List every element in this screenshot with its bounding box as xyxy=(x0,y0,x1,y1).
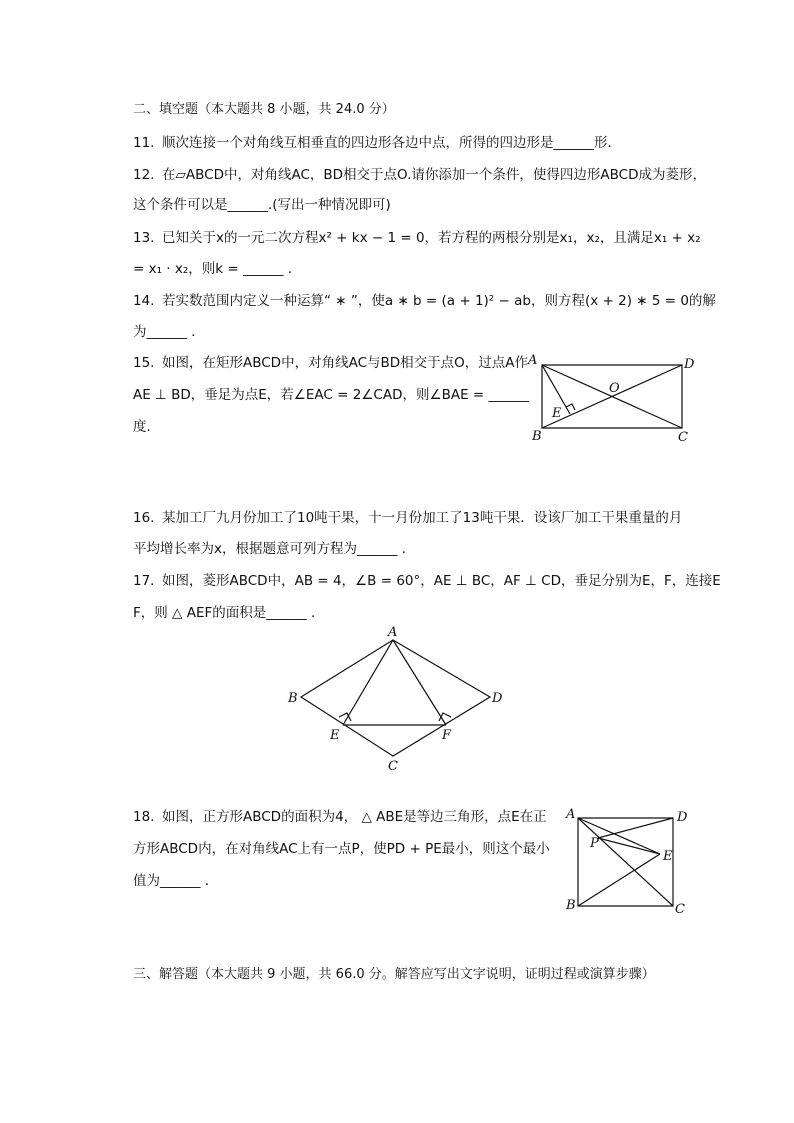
q13-line2: = x₁ · x₂，则k = ______ ． xyxy=(133,261,302,277)
q18-line3: 值为______ ． xyxy=(133,873,219,889)
q16-number: 16. xyxy=(133,510,155,526)
rect-label-o: O xyxy=(609,381,620,396)
rect-label-c: C xyxy=(678,430,688,445)
rhombus-label-b: B xyxy=(288,691,298,706)
square-label-e: E xyxy=(663,849,673,864)
q14-line2: 为______ ． xyxy=(133,324,205,340)
q14-number: 14. xyxy=(133,293,155,309)
rhombus-label-c: C xyxy=(388,759,398,774)
q12-number: 12. xyxy=(133,167,155,183)
q13-line1: 已知关于x的一元二次方程x² + kx − 1 = 0，若方程的两根分别是x₁，x₂，且满足x₁ + x₂ xyxy=(162,230,701,246)
square-label-d: D xyxy=(677,810,688,825)
section-3-title: 三、解答题（本大题共 9 小题，共 66.0 分。解答应写出文字说明，证明过程或演算步骤） xyxy=(133,967,655,982)
rectangle-figure xyxy=(524,350,700,448)
q15-line1: 如图，在矩形ABCD中，对角线AC与BD相交于点O，过点A作 xyxy=(162,355,529,371)
q16-line2: 平均增长率为x，根据题意可列方程为______ ． xyxy=(133,541,416,557)
q15-number: 15. xyxy=(133,355,155,371)
rhombus-label-f: F xyxy=(442,728,452,743)
q13-number: 13. xyxy=(133,230,155,246)
square-label-b: B xyxy=(566,898,576,913)
q16-line1: 某加工厂九月份加工了10吨干果，十一月份加工了13吨干果．设该厂加工干果重量的月 xyxy=(162,510,683,526)
rhombus-figure xyxy=(280,622,510,774)
q15-line2: AE ⊥ BD，垂足为点E，若∠EAC = 2∠CAD，则∠BAE = ______ xyxy=(133,387,530,403)
rect-label-d: D xyxy=(684,357,695,372)
q11-text: 顺次连接一个对角线互相垂直的四边形各边中点，所得的四边形是______形． xyxy=(162,135,621,151)
q12-line1: 在▱ABCD中，对角线AC，BD相交于点O.请你添加一个条件，使得四边形ABCD成为菱形， xyxy=(162,167,706,183)
q18-number: 18. xyxy=(133,809,155,825)
section-2-title: 二、填空题（本大题共 8 小题，共 24.0 分） xyxy=(133,102,395,117)
q15-line3: 度． xyxy=(133,419,160,435)
square-label-c: C xyxy=(675,902,685,917)
square-figure xyxy=(560,805,700,917)
q17-line2: F，则 △ AEF的面积是______ ． xyxy=(133,605,325,621)
q17-line1: 如图，菱形ABCD中，AB = 4，∠B = 60°，AE ⊥ BC，AF ⊥ CD，垂足分别为E，F，连接E xyxy=(162,573,721,589)
q18-line1: 如图，正方形ABCD的面积为4， △ ABE是等边三角形，点E在正 xyxy=(162,809,547,825)
rect-label-a: A xyxy=(528,353,538,368)
rect-label-b: B xyxy=(532,429,542,444)
q14-line1: 若实数范围内定义一种运算“ ∗ ”，使a ∗ b = (a + 1)² − ab，则方程(x + 2) ∗ 5 = 0的解 xyxy=(162,293,716,309)
square-label-a: A xyxy=(566,807,576,822)
rhombus-label-d: D xyxy=(492,691,503,706)
q11-number: 11. xyxy=(133,135,155,151)
q12-line2: 这个条件可以是______.(写出一种情况即可) xyxy=(133,197,391,213)
square-label-p: P xyxy=(590,836,599,851)
rhombus-label-a: A xyxy=(388,625,398,640)
q18-line2: 方形ABCD内，在对角线AC上有一点P，使PD + PE最小，则这个最小 xyxy=(133,841,550,857)
q17-number: 17. xyxy=(133,573,155,589)
rect-label-e: E xyxy=(552,406,562,421)
rhombus-label-e: E xyxy=(330,728,340,743)
